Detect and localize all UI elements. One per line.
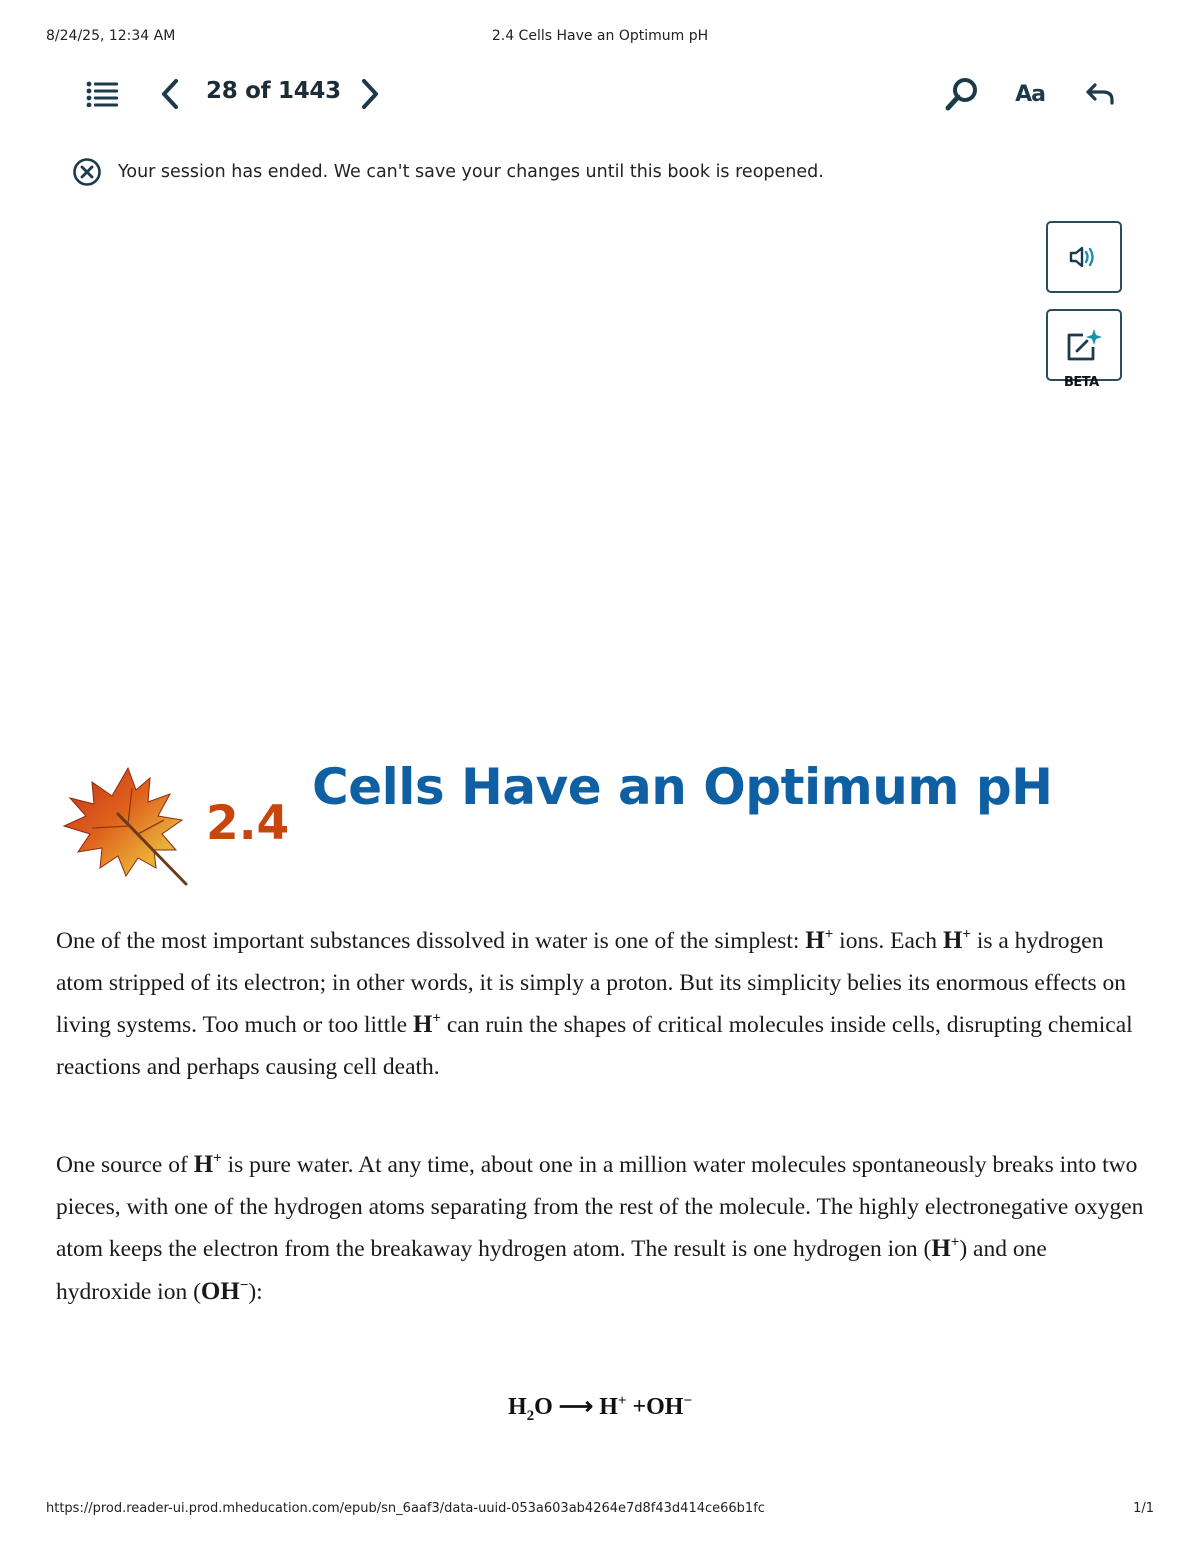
text-run: is pure water. At any time, about one in a million water molecules spontaneously breaks into two pieces, with one of the hydrogen atoms separating from the rest of the molecule. The highly electronegative oxygen atom keeps the electron from the breakaway hydrogen atom. The result is one hydrogen ion ( xyxy=(56,1152,1144,1262)
print-datetime: 8/24/25, 12:34 AM xyxy=(46,28,176,44)
paragraph-1 xyxy=(56,920,1146,1088)
print-page-number: 1/1 xyxy=(1133,1501,1154,1516)
text-run: One of the most important substances dissolved in water is one of the simplest: xyxy=(56,928,806,954)
hydrogen-ion-symbol: H+ xyxy=(931,1234,960,1262)
back-button[interactable] xyxy=(1078,72,1122,116)
list-icon xyxy=(86,81,118,107)
speaker-icon xyxy=(1069,244,1099,270)
search-icon xyxy=(945,77,979,111)
font-settings-button[interactable] xyxy=(1008,72,1052,116)
read-aloud-button[interactable] xyxy=(1046,221,1122,293)
hydrogen-ion-symbol: H+ xyxy=(193,1150,222,1178)
page-indicator: 28 of 1443 xyxy=(206,78,341,104)
text-run: One source of xyxy=(56,1152,194,1178)
chevron-right-icon xyxy=(359,78,381,110)
hydrogen-ion-symbol: H+ xyxy=(412,1010,441,1038)
back-arrow-icon xyxy=(1085,82,1115,106)
section-title: Cells Have an Optimum pH xyxy=(312,758,1053,816)
notice-message: Your session has ended. We can't save your changes until this book is reopened. xyxy=(118,162,824,182)
reaction-arrow: ⟶ xyxy=(558,1394,594,1420)
print-url: https://prod.reader-ui.prod.mheducation.com/epub/sn_6aaf3/data-uuid-053a603ab4264e7d8f43d414ce66b1fc xyxy=(46,1501,765,1516)
hydroxide-ion-symbol: OH− xyxy=(200,1277,249,1305)
text-run: can ruin the shapes of critical molecules inside cells, disrupting chemical reactions and perhaps causing cell death. xyxy=(56,1012,1133,1080)
reader-toolbar xyxy=(0,72,1200,116)
water-dissociation-equation: $H_2O$ ⟶ H+ +OH− xyxy=(507,1393,693,1424)
autumn-leaf-icon xyxy=(58,764,192,888)
print-header xyxy=(46,28,1154,48)
paragraph-2 xyxy=(56,1144,1146,1313)
table-of-contents-button[interactable] xyxy=(80,72,124,116)
print-footer xyxy=(46,1501,1154,1521)
print-page-title: 2.4 Cells Have an Optimum pH xyxy=(491,28,709,44)
beta-badge: BETA xyxy=(1064,375,1099,390)
text-run: is a hydrogen atom stripped of its electron; in other words, it is simply a proton. But its simplicity belies its enormous effects on living systems. Too much or too little xyxy=(56,928,1126,1038)
close-circle-icon[interactable] xyxy=(72,157,102,187)
text-run: ): xyxy=(248,1278,263,1305)
chevron-left-icon xyxy=(159,78,181,110)
section-number: 2.4 xyxy=(206,796,290,851)
text-run: ) and one hydroxide ion ( xyxy=(56,1236,1047,1305)
ai-assistant-button[interactable] xyxy=(1046,309,1122,381)
text-run: ions. Each xyxy=(833,928,943,954)
hydrogen-ion-symbol: H+ xyxy=(942,926,971,954)
search-button[interactable] xyxy=(940,72,984,116)
font-size-icon: Aa xyxy=(1015,81,1045,107)
previous-page-button[interactable] xyxy=(148,72,192,116)
session-ended-notice xyxy=(72,156,824,188)
next-page-button[interactable] xyxy=(348,72,392,116)
sparkle-edit-icon xyxy=(1065,327,1103,363)
hydrogen-ion-symbol: H+ xyxy=(805,926,834,954)
